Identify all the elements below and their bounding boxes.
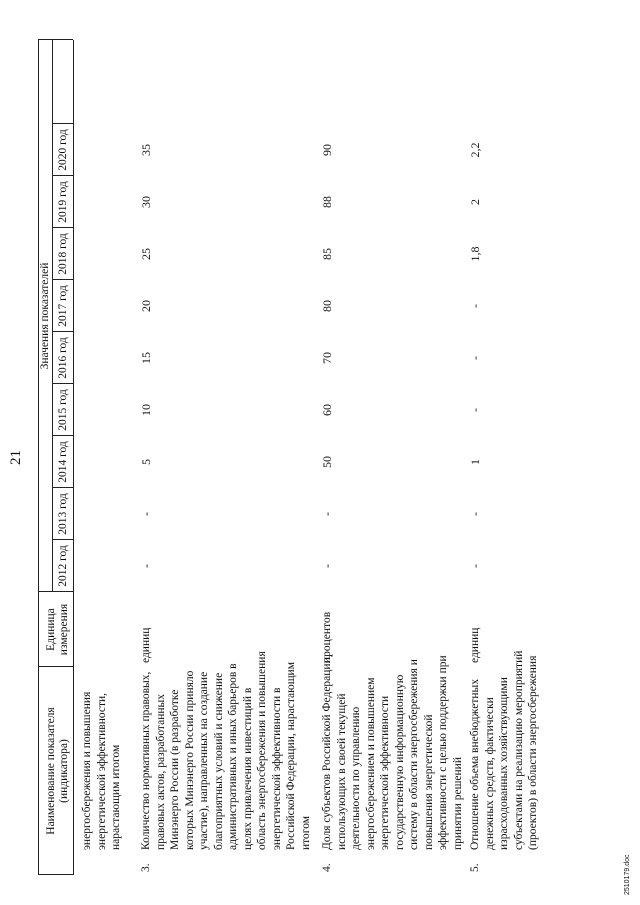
text-line: Российской Федерации, нарастающим xyxy=(285,662,297,850)
text-line: использующих в своей текущей xyxy=(335,693,348,850)
text-line: денежных средств, фактически xyxy=(483,697,496,850)
header-year: 2014 год xyxy=(57,441,69,483)
header-year: 2020 год xyxy=(57,129,69,171)
value-cell: 2,2 xyxy=(468,142,482,158)
value-cell: 90 xyxy=(320,144,334,156)
header-unit-line-2: измерения xyxy=(58,603,70,656)
value-cell: - xyxy=(468,564,482,568)
text-line: Доля субъектов Российской Федерации, xyxy=(321,654,333,850)
header-year: 2013 год xyxy=(57,493,69,535)
text-line: принятии решений xyxy=(451,757,464,850)
header-unit-line-1: Единица xyxy=(45,608,57,651)
text-line: Количество нормативных правовых, xyxy=(140,671,152,850)
header-name-line-2: (индикатора) xyxy=(58,739,70,803)
value-cell: - xyxy=(468,408,482,412)
value-cell: - xyxy=(139,512,153,516)
value-cell: - xyxy=(468,512,482,516)
text-line: энергосбережением и повышением xyxy=(364,677,377,850)
unit-cell: единиц xyxy=(469,627,481,663)
value-cell: 60 xyxy=(320,404,334,416)
value-cell: - xyxy=(320,564,334,568)
header-bottom-border xyxy=(73,40,74,875)
text-line: итогом xyxy=(299,815,312,850)
row-number: 3. xyxy=(140,863,152,872)
value-cell: 1,8 xyxy=(468,246,482,262)
text-line: целях привлечения инвестиций в xyxy=(241,687,254,850)
text-line: повышения энергетической xyxy=(422,714,435,850)
value-cell: 85 xyxy=(320,248,334,260)
text-line: субъектами на реализацию мероприятий xyxy=(512,650,525,850)
header-year: 2012 год xyxy=(57,545,69,587)
text-line: (проектов) в области энергосбережения xyxy=(527,655,539,850)
value-cell: 2 xyxy=(468,199,482,205)
page-number: 21 xyxy=(8,450,24,465)
value-cell: 70 xyxy=(320,352,334,364)
value-cell: - xyxy=(468,304,482,308)
header-year: 2017 год xyxy=(57,285,69,327)
value-cell: 5 xyxy=(139,459,153,465)
text-line: систему в области энергосбережения и xyxy=(408,659,420,850)
text-line: нарастающим итогом xyxy=(110,744,122,850)
value-cell: 88 xyxy=(320,196,334,208)
value-cell: 80 xyxy=(320,300,334,312)
value-cell: 35 xyxy=(139,144,153,156)
text-line: область энергосбережения и повышения xyxy=(256,651,268,850)
header-year: 2019 год xyxy=(57,181,69,223)
text-line: правовых актов, разработанных xyxy=(154,694,167,850)
row-number: 4. xyxy=(321,863,333,872)
text-line: государственную информационную xyxy=(393,674,406,850)
unit-cell: процентов xyxy=(321,611,333,663)
value-cell: - xyxy=(320,512,334,516)
value-cell: 50 xyxy=(320,456,334,468)
header-year: 2015 год xyxy=(57,389,69,431)
header-values-group: Значения показателей xyxy=(39,262,51,370)
header-year: 2018 год xyxy=(57,233,69,275)
value-cell: 30 xyxy=(139,196,153,208)
text-line: энергетической эффективности, xyxy=(95,692,108,850)
document-stamp: 2510179.doc xyxy=(624,854,631,895)
unit-cell: единиц xyxy=(140,627,152,663)
text-line: израсходованных хозяйствующими xyxy=(498,677,510,850)
value-cell: 25 xyxy=(139,248,153,260)
row-number: 5. xyxy=(469,863,481,872)
value-cell: 15 xyxy=(139,352,153,364)
text-line: деятельности по управлению xyxy=(350,706,362,850)
text-line: Минэнерго России (в разработке xyxy=(169,689,181,850)
value-cell: 20 xyxy=(139,300,153,312)
value-cell: - xyxy=(468,356,482,360)
header-name-line-1: Наименование показателя xyxy=(45,707,57,835)
text-line: энергетической эффективности xyxy=(379,695,391,850)
text-line: которых Минэнерго России приняло xyxy=(183,670,196,850)
value-cell: - xyxy=(139,564,153,568)
text-line: эффективности с целью поддержки при xyxy=(437,655,449,850)
text-line: участие), направленных на создание xyxy=(198,671,210,850)
text-line: энергетической эффективности в xyxy=(270,687,283,850)
text-line: административных и иных барьеров в xyxy=(227,663,239,850)
value-cell: 1 xyxy=(468,459,482,465)
text-line: благоприятных условий и снижение xyxy=(212,672,225,850)
header-year: 2016 год xyxy=(57,337,69,379)
text-line: энергосбережения и повышения xyxy=(81,691,93,850)
text-line: Отношение объема внебюджетных xyxy=(469,679,481,850)
value-cell: 10 xyxy=(139,404,153,416)
